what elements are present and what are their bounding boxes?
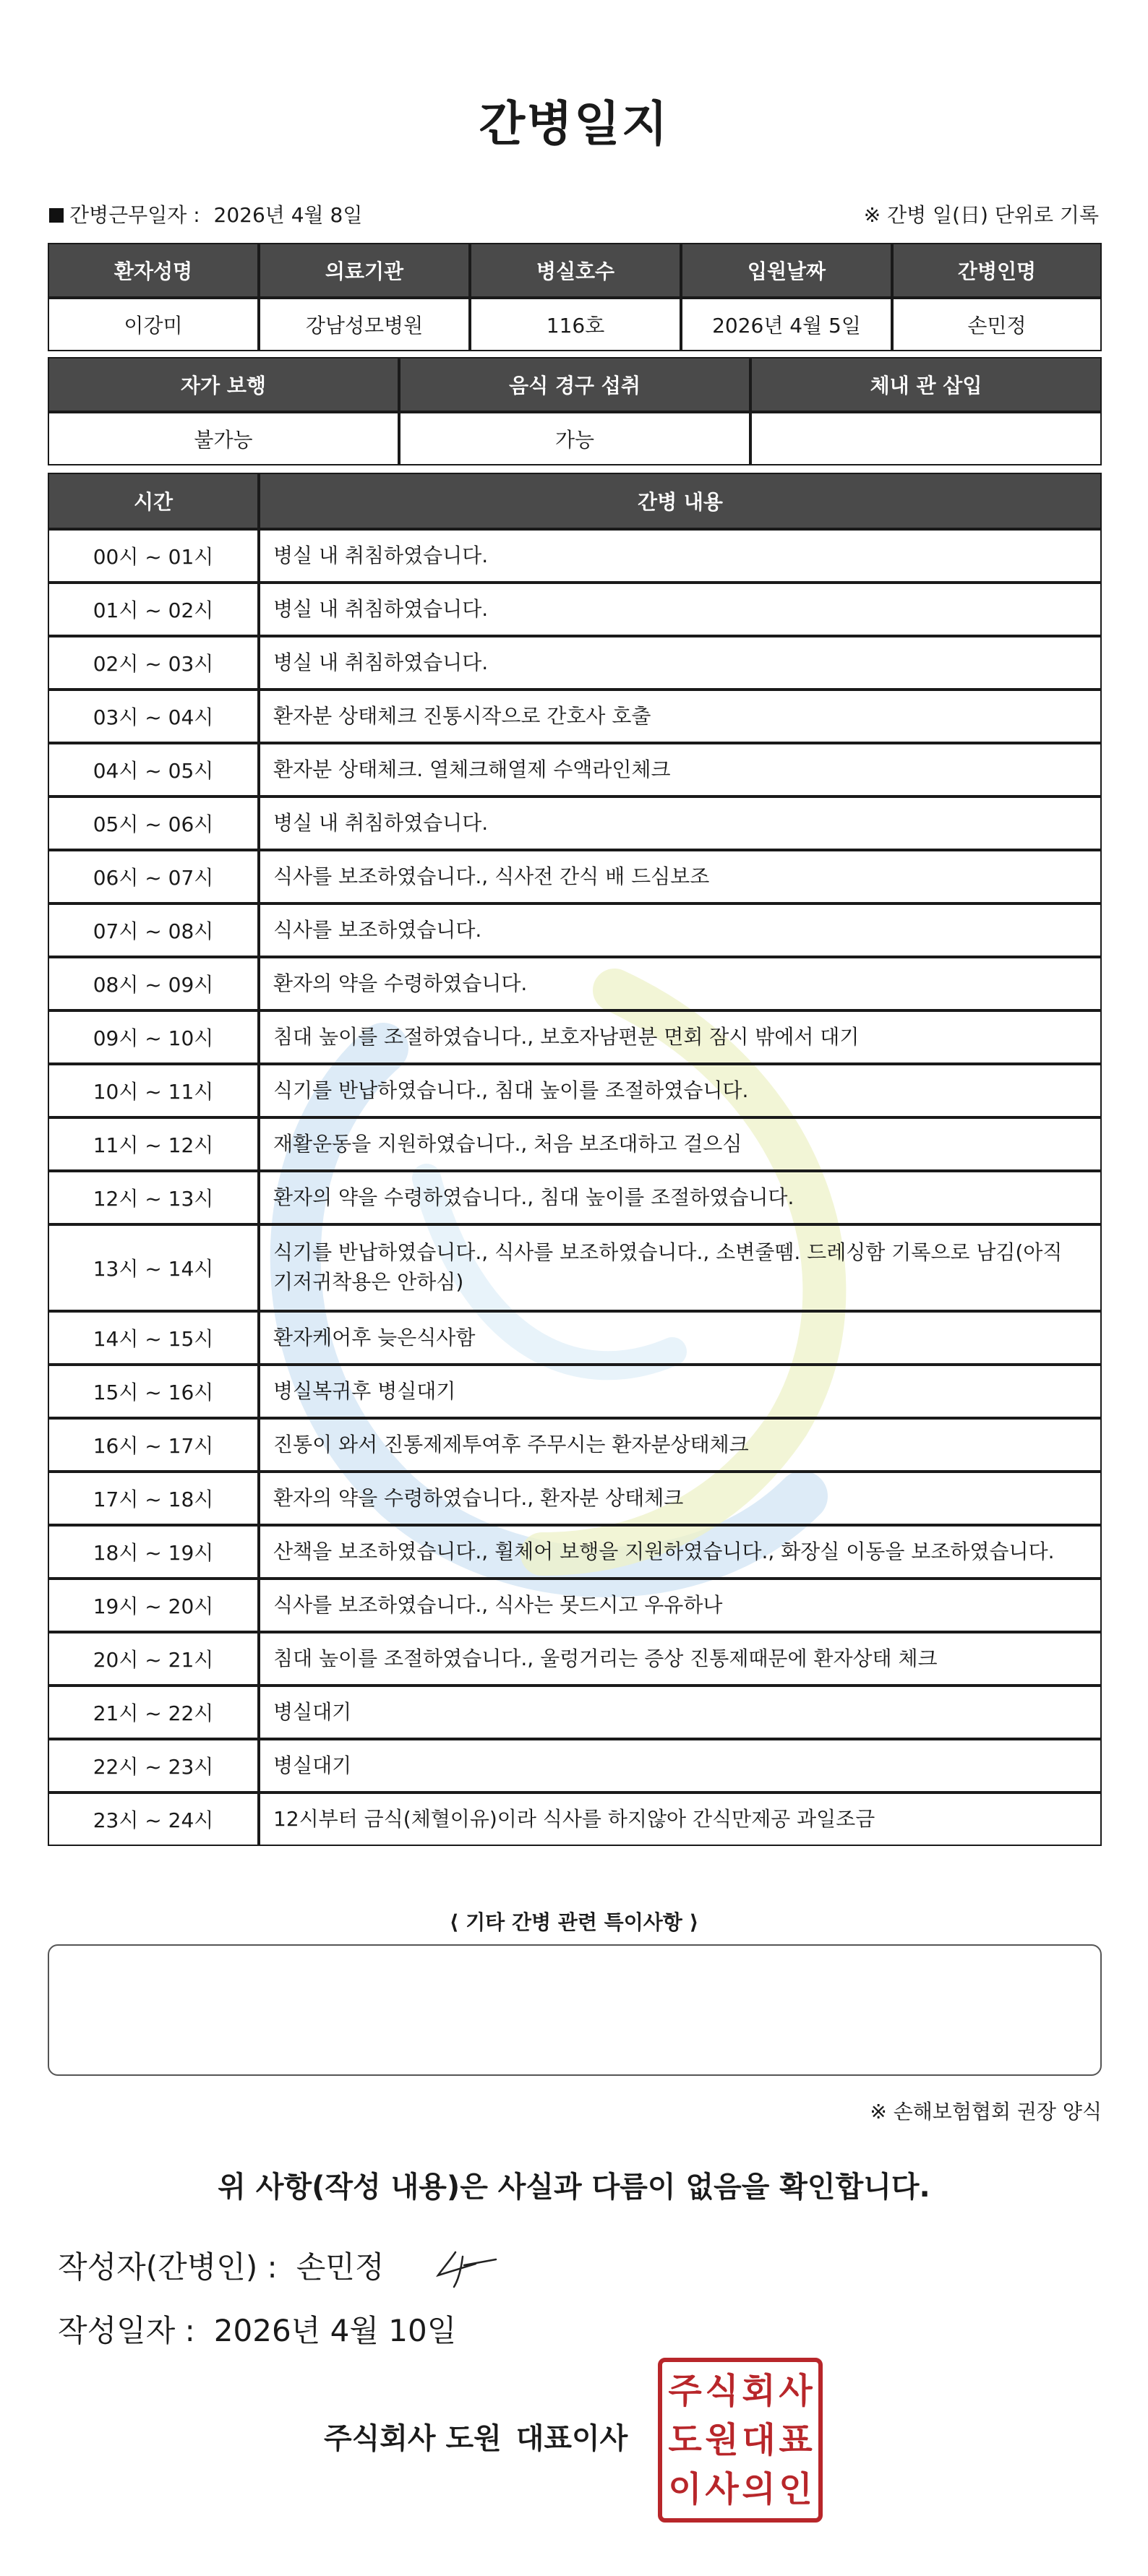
notes-title: ⟨ 기타 간병 관련 특이사항 ⟩ bbox=[449, 1910, 699, 1934]
log-time: 07시 ~ 08시 bbox=[48, 903, 259, 957]
work-date-label: 간병근무일자 : bbox=[69, 203, 200, 227]
written-date-label: 작성일자 : bbox=[58, 2313, 195, 2348]
caregiver-name: 손민정 bbox=[892, 298, 1102, 351]
log-row bbox=[48, 1117, 1102, 1171]
log-row bbox=[48, 636, 1102, 690]
seal-char: 사 bbox=[705, 2469, 739, 2510]
notes-box[interactable] bbox=[48, 1944, 1102, 2076]
seal-char: 원 bbox=[705, 2420, 739, 2460]
seal-char: 식 bbox=[705, 2371, 739, 2411]
log-content[interactable]: 환자분 상태체크. 열체크해열제 수액라인체크 bbox=[259, 743, 1102, 797]
log-time: 20시 ~ 21시 bbox=[48, 1632, 259, 1686]
log-time: 19시 ~ 20시 bbox=[48, 1579, 259, 1632]
log-time: 09시 ~ 10시 bbox=[48, 1010, 259, 1064]
writer-label: 작성자(간병인) : bbox=[58, 2249, 278, 2285]
walking-value: 불가능 bbox=[48, 412, 399, 465]
company-name: 주식회사 도원 bbox=[324, 2422, 502, 2455]
log-row bbox=[48, 797, 1102, 850]
log-row bbox=[48, 1472, 1102, 1525]
header-patient-name: 환자성명 bbox=[48, 243, 259, 298]
log-content[interactable]: 식기를 반납하였습니다., 식사를 보조하였습니다., 소변줄뗌. 드레싱함 기록으로 남김(아직 기저귀착용은 안하심) bbox=[259, 1224, 1102, 1311]
seal-char: 이 bbox=[668, 2469, 702, 2510]
log-row bbox=[48, 1365, 1102, 1418]
log-content[interactable]: 산책을 보조하였습니다., 휠체어 보행을 지원하였습니다., 화장실 이동을 보조하였습니다. bbox=[259, 1525, 1102, 1579]
log-time: 00시 ~ 01시 bbox=[48, 529, 259, 583]
seal-char: 사 bbox=[779, 2371, 813, 2411]
log-content[interactable]: 식기를 반납하였습니다., 침대 높이를 조절하였습니다. bbox=[259, 1064, 1102, 1117]
header-admit-date: 입원날짜 bbox=[681, 243, 892, 298]
header-care-content: 간병 내용 bbox=[259, 473, 1102, 529]
log-row bbox=[48, 529, 1102, 583]
document-title: 간병일지 bbox=[479, 96, 669, 152]
company-role: 대표이사 bbox=[515, 2422, 628, 2455]
log-content[interactable]: 식사를 보조하였습니다. bbox=[259, 903, 1102, 957]
patient-status-table bbox=[48, 357, 1102, 465]
header-walking: 자가 보행 bbox=[48, 357, 399, 412]
log-content[interactable]: 재활운동을 지원하였습니다., 처음 보조대하고 걸으심 bbox=[259, 1117, 1102, 1171]
header-room: 병실호수 bbox=[470, 243, 681, 298]
log-row bbox=[48, 1793, 1102, 1846]
log-content[interactable]: 12시부터 금식(체혈이유)이라 식사를 하지않아 간식만제공 과일조금 bbox=[259, 1793, 1102, 1846]
writer-name: 손민정 bbox=[296, 2249, 385, 2285]
status-value-row bbox=[48, 412, 1102, 465]
log-header-row bbox=[48, 473, 1102, 529]
hospital-name: 강남성모병원 bbox=[259, 298, 470, 351]
log-time: 11시 ~ 12시 bbox=[48, 1117, 259, 1171]
log-time: 17시 ~ 18시 bbox=[48, 1472, 259, 1525]
log-time: 13시 ~ 14시 bbox=[48, 1224, 259, 1311]
log-content[interactable]: 환자케어후 늦은식사함 bbox=[259, 1311, 1102, 1365]
log-content[interactable]: 식사를 보조하였습니다., 식사전 간식 배 드심보조 bbox=[259, 850, 1102, 903]
log-time: 16시 ~ 17시 bbox=[48, 1418, 259, 1472]
patient-info-table bbox=[48, 243, 1102, 351]
log-row bbox=[48, 850, 1102, 903]
recommend-note: ※ 손해보험협회 권장 양식 bbox=[870, 2100, 1102, 2124]
written-date-line bbox=[58, 2307, 456, 2350]
log-time: 06시 ~ 07시 bbox=[48, 850, 259, 903]
company-line bbox=[324, 2416, 627, 2457]
log-time: 03시 ~ 04시 bbox=[48, 690, 259, 743]
signature-mark bbox=[434, 2246, 499, 2290]
log-row bbox=[48, 743, 1102, 797]
log-content[interactable]: 병실 내 취침하였습니다. bbox=[259, 636, 1102, 690]
log-row bbox=[48, 1418, 1102, 1472]
header-caregiver: 간병인명 bbox=[892, 243, 1102, 298]
log-row bbox=[48, 1224, 1102, 1311]
seal-char: 회 bbox=[742, 2371, 776, 2411]
log-content[interactable]: 환자의 약을 수령하였습니다., 환자분 상태체크 bbox=[259, 1472, 1102, 1525]
seal-char: 대 bbox=[742, 2420, 776, 2460]
log-content[interactable]: 병실 내 취침하였습니다. bbox=[259, 529, 1102, 583]
header-tube: 체내 관 삽입 bbox=[750, 357, 1102, 412]
log-content[interactable]: 병실대기 bbox=[259, 1686, 1102, 1739]
log-content[interactable]: 침대 높이를 조절하였습니다., 울렁거리는 증상 진통제때문에 환자상태 체크 bbox=[259, 1632, 1102, 1686]
square-bullet-icon bbox=[49, 208, 64, 223]
seal-char: 주 bbox=[668, 2371, 702, 2411]
care-log-table bbox=[48, 473, 1102, 1846]
log-row bbox=[48, 957, 1102, 1010]
status-header-row bbox=[48, 357, 1102, 412]
writer-line bbox=[58, 2244, 384, 2287]
room-number: 116호 bbox=[470, 298, 681, 351]
log-row bbox=[48, 1739, 1102, 1793]
log-content[interactable]: 병실대기 bbox=[259, 1739, 1102, 1793]
log-time: 12시 ~ 13시 bbox=[48, 1171, 259, 1224]
log-content[interactable]: 침대 높이를 조절하였습니다., 보호자남편분 면회 잠시 밖에서 대기 bbox=[259, 1010, 1102, 1064]
tube-value bbox=[750, 412, 1102, 465]
log-time: 04시 ~ 05시 bbox=[48, 743, 259, 797]
log-content[interactable]: 환자의 약을 수령하였습니다. bbox=[259, 957, 1102, 1010]
seal-char: 의 bbox=[742, 2469, 776, 2510]
log-time: 22시 ~ 23시 bbox=[48, 1739, 259, 1793]
record-note: ※ 간병 일(日) 단위로 기록 bbox=[863, 203, 1099, 227]
log-content[interactable]: 식사를 보조하였습니다., 식사는 못드시고 우유하나 bbox=[259, 1579, 1102, 1632]
log-content[interactable]: 환자분 상태체크 진통시작으로 간호사 호출 bbox=[259, 690, 1102, 743]
log-row bbox=[48, 1686, 1102, 1739]
confirm-statement: 위 사항(작성 내용)은 사실과 다름이 없음을 확인합니다. bbox=[218, 2171, 930, 2204]
seal-char: 도 bbox=[668, 2420, 702, 2460]
log-row bbox=[48, 1311, 1102, 1365]
patient-name: 이강미 bbox=[48, 298, 259, 351]
company-seal-stamp bbox=[658, 2358, 823, 2523]
work-date-value: 2026년 4월 8일 bbox=[213, 203, 363, 227]
log-time: 05시 ~ 06시 bbox=[48, 797, 259, 850]
work-date bbox=[49, 199, 362, 228]
log-row bbox=[48, 690, 1102, 743]
log-content[interactable]: 환자의 약을 수령하였습니다., 침대 높이를 조절하였습니다. bbox=[259, 1171, 1102, 1224]
log-time: 21시 ~ 22시 bbox=[48, 1686, 259, 1739]
log-row bbox=[48, 1064, 1102, 1117]
log-row bbox=[48, 1525, 1102, 1579]
log-time: 10시 ~ 11시 bbox=[48, 1064, 259, 1117]
log-content[interactable]: 병실 내 취침하였습니다. bbox=[259, 797, 1102, 850]
log-row bbox=[48, 1171, 1102, 1224]
log-row bbox=[48, 583, 1102, 636]
log-time: 02시 ~ 03시 bbox=[48, 636, 259, 690]
oral-intake-value: 가능 bbox=[399, 412, 750, 465]
admit-date: 2026년 4월 5일 bbox=[681, 298, 892, 351]
header-time: 시간 bbox=[48, 473, 259, 529]
log-time: 15시 ~ 16시 bbox=[48, 1365, 259, 1418]
log-time: 01시 ~ 02시 bbox=[48, 583, 259, 636]
log-time: 14시 ~ 15시 bbox=[48, 1311, 259, 1365]
seal-char: 표 bbox=[779, 2420, 813, 2460]
log-row bbox=[48, 1010, 1102, 1064]
written-date-value: 2026년 4월 10일 bbox=[213, 2313, 457, 2348]
header-hospital: 의료기관 bbox=[259, 243, 470, 298]
info-header-row bbox=[48, 243, 1102, 298]
log-content[interactable]: 진통이 와서 진통제제투여후 주무시는 환자분상태체크 bbox=[259, 1418, 1102, 1472]
log-content[interactable]: 병실복귀후 병실대기 bbox=[259, 1365, 1102, 1418]
log-time: 08시 ~ 09시 bbox=[48, 957, 259, 1010]
header-oral-intake: 음식 경구 섭취 bbox=[399, 357, 750, 412]
log-row bbox=[48, 1579, 1102, 1632]
info-value-row bbox=[48, 298, 1102, 351]
log-row bbox=[48, 903, 1102, 957]
log-time: 18시 ~ 19시 bbox=[48, 1525, 259, 1579]
log-time: 23시 ~ 24시 bbox=[48, 1793, 259, 1846]
seal-char: 인 bbox=[779, 2469, 813, 2510]
log-row bbox=[48, 1632, 1102, 1686]
log-content[interactable]: 병실 내 취침하였습니다. bbox=[259, 583, 1102, 636]
